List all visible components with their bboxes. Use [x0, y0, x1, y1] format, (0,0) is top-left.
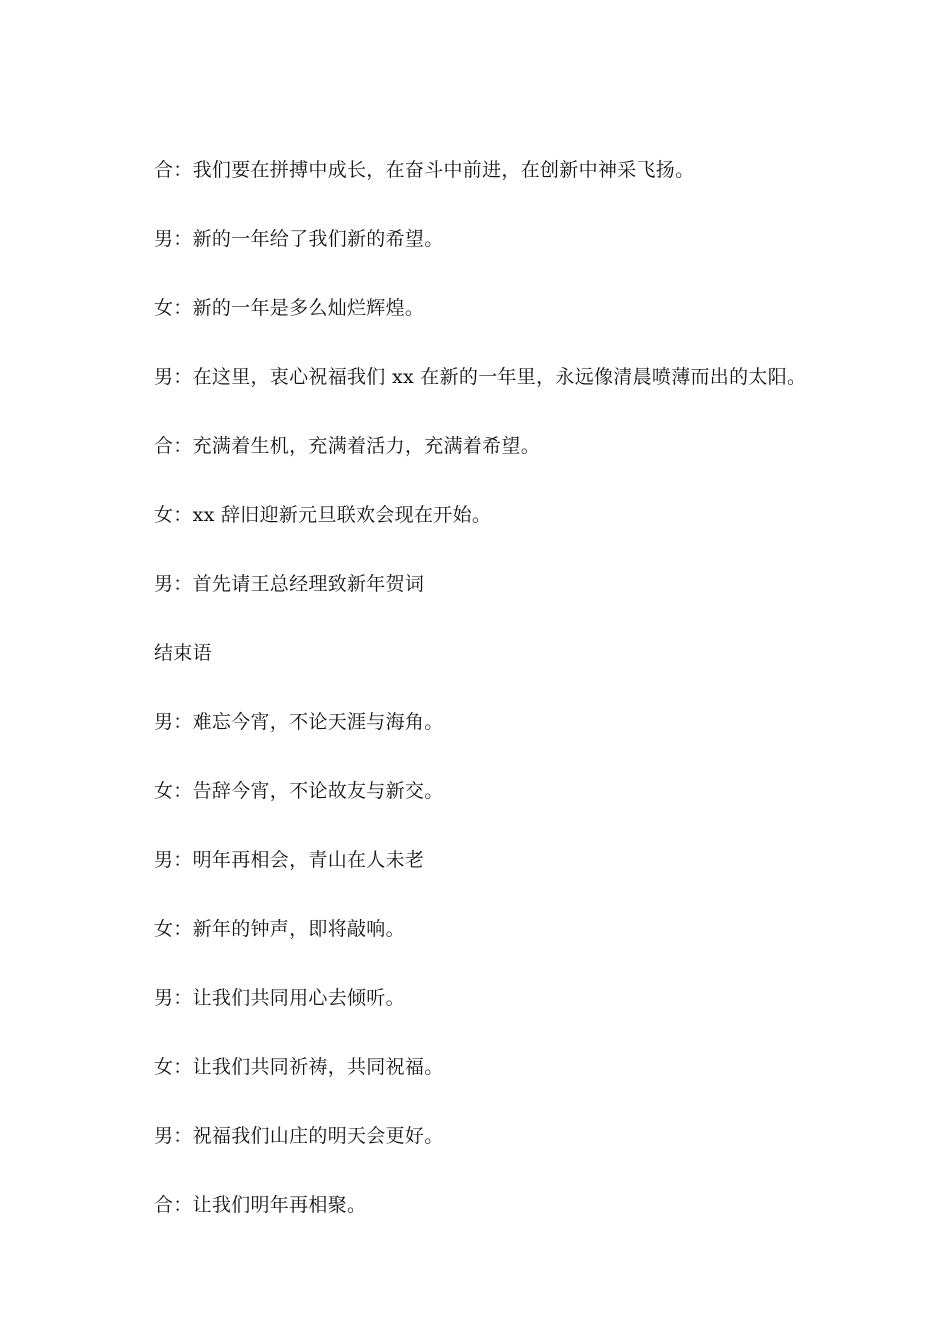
text-line: 合：让我们明年再相聚。: [154, 1194, 367, 1216]
text-line: 合：充满着生机，充满着活力，充满着希望。: [154, 435, 541, 457]
text-line: 男：让我们共同用心去倾听。: [154, 987, 405, 1009]
text-line: 女：新年的钟声，即将敲响。: [154, 918, 405, 940]
text-line: 合：我们要在拼搏中成长，在奋斗中前进，在创新中神采飞扬。: [154, 159, 695, 181]
text-line: 女：让我们共同祈祷，共同祝福。: [154, 1056, 444, 1078]
text-line: 女：新的一年是多么灿烂辉煌。: [154, 297, 425, 319]
text-line: 男：明年再相会，青山在人未老: [154, 849, 425, 871]
text-line: 男：新的一年给了我们新的希望。: [154, 228, 444, 250]
section-heading: 结束语: [154, 642, 212, 664]
text-line: 女：xx 辞旧迎新元旦联欢会现在开始。: [154, 504, 492, 526]
text-line: 男：在这里，衷心祝福我们 xx 在新的一年里，永远像清晨喷薄而出的太阳。: [154, 366, 807, 388]
text-line: 男：难忘今宵，不论天涯与海角。: [154, 711, 444, 733]
text-line: 男：祝福我们山庄的明天会更好。: [154, 1125, 444, 1147]
text-line: 女：告辞今宵，不论故友与新交。: [154, 780, 444, 802]
text-line: 男：首先请王总经理致新年贺词: [154, 573, 425, 595]
